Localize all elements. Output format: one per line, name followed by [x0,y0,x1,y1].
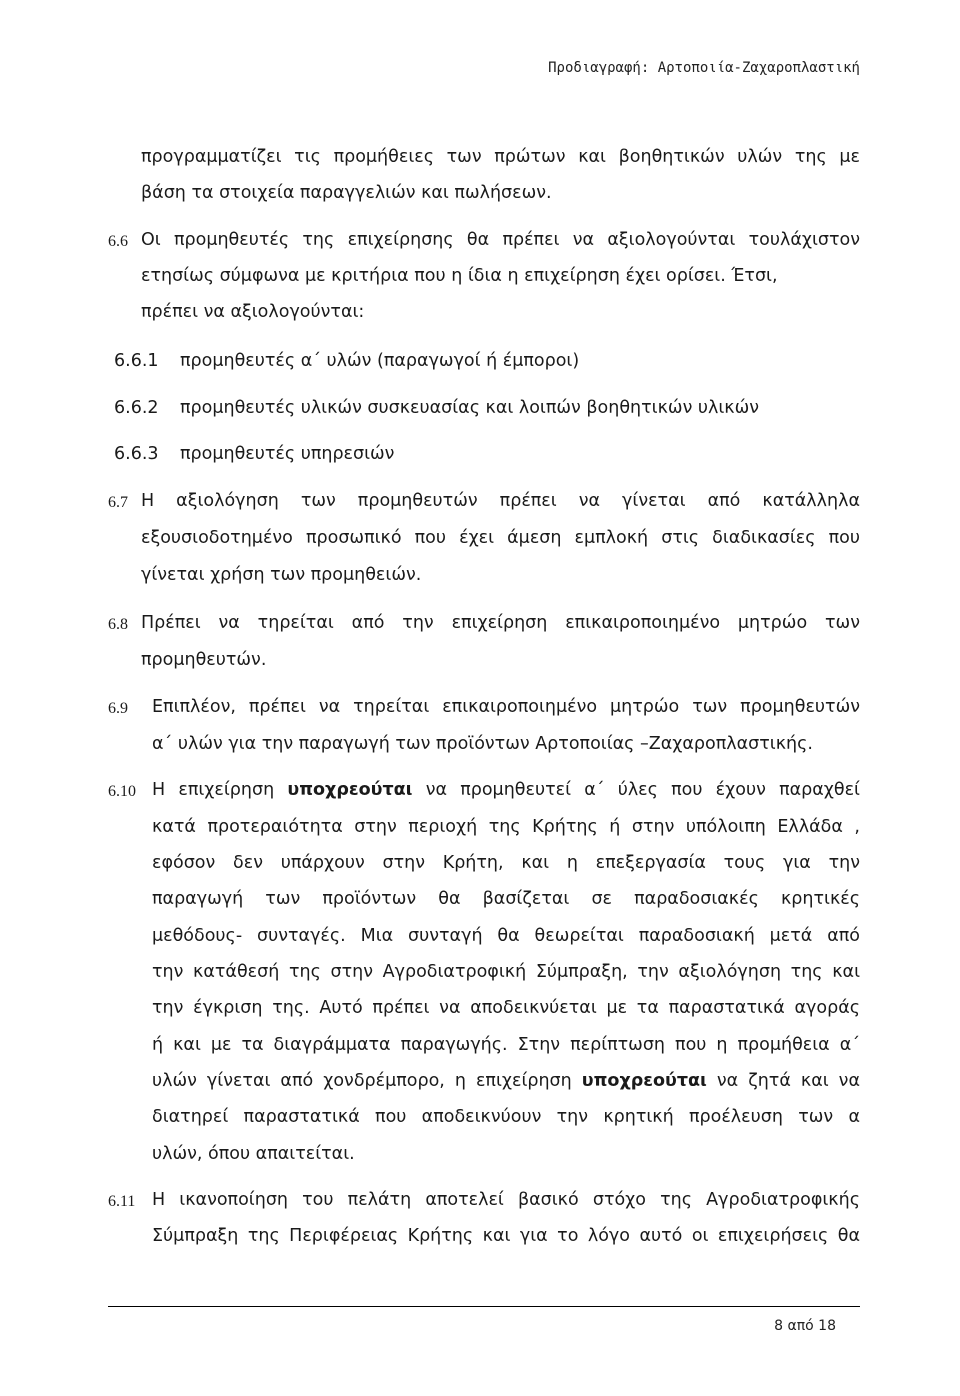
subsection-number: 6.6.3 [114,444,159,464]
text-line: γίνεται χρήση των προμηθειών. [141,565,422,585]
text-line: Επιπλέον, πρέπει να τηρείται επικαιροποιημένο μητρώο των προμηθευτών [152,697,860,717]
text-line: παραγωγή των προϊόντων θα βασίζεται σε παραδοσιακές κρητικές [152,889,860,909]
section-number: 6.9 [108,700,128,717]
page-number: 8 από 18 [774,1318,836,1334]
text-line: προγραμματίζει τις προμήθειες των πρώτων και βοηθητικών υλών της με [141,147,860,167]
section-number: 6.6 [108,233,128,250]
text-line: Σύμπραξη της Περιφέρειας Κρήτης και για το λόγο αυτό οι επιχειρήσεις θα [152,1226,860,1246]
text-line: κατά προτεραιότητα στην περιοχή της Κρήτης ή στην υπόλοιπη Ελλάδα , [152,817,860,837]
text-line: την έγκριση της. Αυτό πρέπει να αποδεικνύεται με τα παραστατικά αγοράς [152,998,860,1018]
subsection-text: προμηθευτές υπηρεσιών [180,444,395,464]
text-line: Πρέπει να τηρείται από την επιχείρηση επικαιροποιημένο μητρώο των [141,613,860,633]
section-number: 6.10 [108,783,136,800]
subsection-text: προμηθευτές α΄ υλών (παραγωγοί ή έμποροι) [180,351,580,371]
text-line: ετησίως σύμφωνα με κριτήρια που η ίδια η επιχείρηση έχει ορίσει. Έτσι, [141,266,778,286]
text-line: εξουσιοδοτημένο προσωπικό που έχει άμεση εμπλοκή στις διαδικασίες που [141,528,860,548]
subsection-text: προμηθευτές υλικών συσκευασίας και λοιπών βοηθητικών υλικών [180,398,760,418]
section-number: 6.11 [108,1193,136,1210]
emphasis: υποχρεούται [581,1071,707,1091]
text-line: ή και με τα διαγράμματα παραγωγής. Στην περίπτωση που η προμήθεια α΄ [152,1035,860,1055]
subsection-number: 6.6.2 [114,398,159,418]
text-line: υλών, όπου απαιτείται. [152,1144,355,1164]
text-line: διατηρεί παραστατικά που αποδεικνύουν την κρητική προέλευση των α [152,1107,860,1127]
text-line: υλών γίνεται από χονδρέμπορο, η επιχείρηση υποχρεούται να ζητά και να [152,1071,860,1091]
emphasis: υποχρεούται [287,780,413,800]
text-line: Η επιχείρηση υποχρεούται να προμηθευτεί α΄ ύλες που έχουν παραχθεί [152,780,860,800]
section-number: 6.7 [108,494,128,511]
text-line: α΄ υλών για την παραγωγή των προϊόντων Αρτοποιίας –Ζαχαροπλαστικής. [152,734,813,754]
text-line: εφόσον δεν υπάρχουν στην Κρήτη, και η επεξεργασία τους για την [152,853,860,873]
text-line: Η αξιολόγηση των προμηθευτών πρέπει να γίνεται από κατάλληλα [141,491,860,511]
page-header: Προδιαγραφή: Αρτοποιία-Ζαχαροπλαστική [548,60,860,76]
text-line: την κατάθεσή της στην Αγροδιατροφική Σύμπραξη, την αξιολόγηση της και [152,962,860,982]
text-line: πρέπει να αξιολογούνται: [141,302,365,322]
subsection-number: 6.6.1 [114,351,159,371]
text-line: προμηθευτών. [141,650,267,670]
text-line: μεθόδους- συνταγές. Μια συνταγή θα θεωρείται παραδοσιακή μετά από [152,926,860,946]
footer-divider [108,1306,860,1307]
section-number: 6.8 [108,616,128,633]
text-line: Η ικανοποίηση του πελάτη αποτελεί βασικό στόχο της Αγροδιατροφικής [152,1190,860,1210]
text-line: Οι προμηθευτές της επιχείρησης θα πρέπει να αξιολογούνται τουλάχιστον [141,230,860,250]
text-line: βάση τα στοιχεία παραγγελιών και πωλήσεων. [141,183,552,203]
